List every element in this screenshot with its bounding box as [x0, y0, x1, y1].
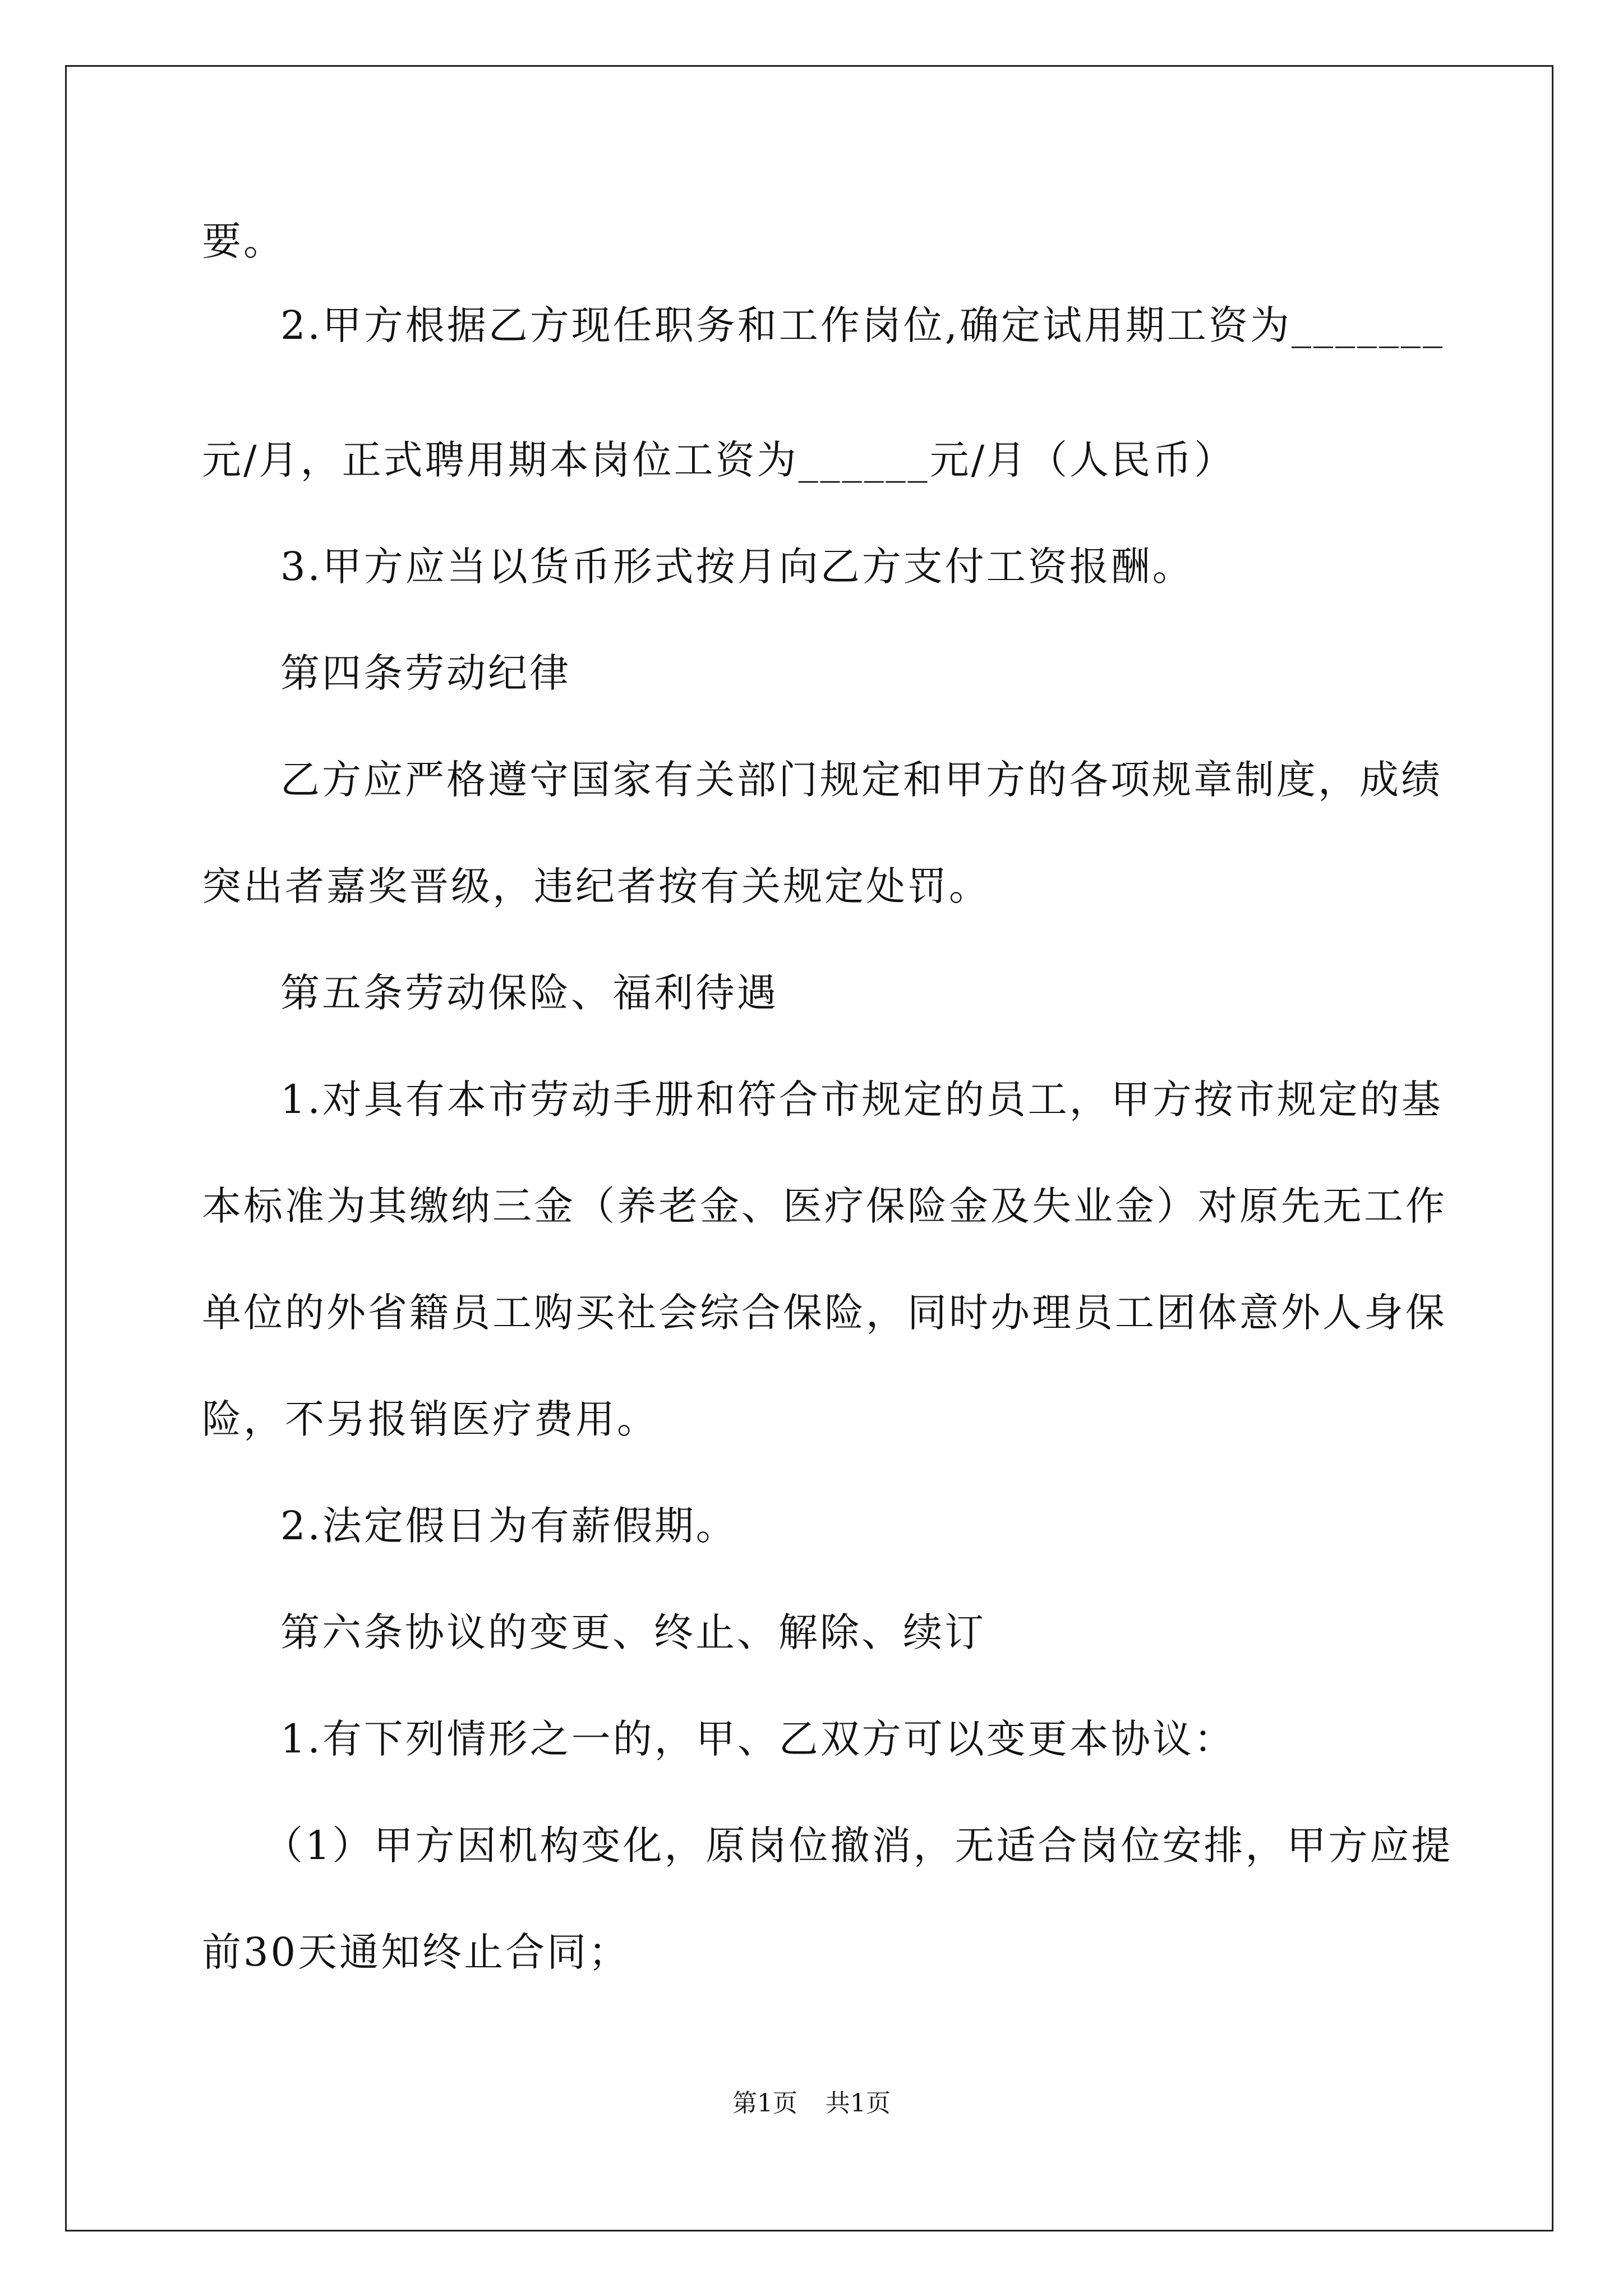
section-heading: 第五条劳动保险、福利待遇: [280, 970, 778, 1016]
text-line: 2.甲方根据乙方现任职务和工作岗位,确定试用期工资为_______: [280, 302, 1445, 348]
page-footer: [0, 2090, 1623, 2118]
text-line: 单位的外省籍员工购买社会综合保险，同时办理员工团体意外人身保: [202, 1290, 1447, 1336]
text-line: 3.甲方应当以货币形式按月向乙方支付工资报酬。: [280, 544, 1194, 590]
text-line: 险，不另报销医疗费用。: [202, 1396, 658, 1442]
section-heading: 第四条劳动纪律: [280, 650, 571, 696]
text-line: 要。: [202, 218, 285, 264]
text-line: 2.法定假日为有薪假期。: [280, 1503, 737, 1549]
section-heading: 第六条协议的变更、终止、解除、续订: [280, 1609, 986, 1655]
text-line: （1）甲方因机构变化，原岗位撤消，无适合岗位安排，甲方应提: [264, 1823, 1453, 1869]
text-line: 前30天通知终止合同；: [202, 1929, 630, 1975]
text-line: 1.对具有本市劳动手册和符合市规定的员工，甲方按市规定的基: [280, 1076, 1443, 1122]
text-line: 1.有下列情形之一的，甲、乙双方可以变更本协议：: [280, 1716, 1235, 1762]
page-border: [65, 65, 1553, 2231]
text-line: 元/月，正式聘用期本岗位工资为______元/月（人民币）: [202, 437, 1236, 483]
text-line: 本标准为其缴纳三金（养老金、医疗保险金及失业金）对原先无工作: [202, 1183, 1447, 1229]
text-line: 乙方应严格遵守国家有关部门规定和甲方的各项规章制度，成绩: [280, 757, 1442, 803]
page-number: 第1页: [732, 2089, 797, 2118]
text-line: 突出者嘉奖晋级，违纪者按有关规定处罚。: [202, 863, 990, 909]
page-total: 共1页: [826, 2089, 891, 2118]
